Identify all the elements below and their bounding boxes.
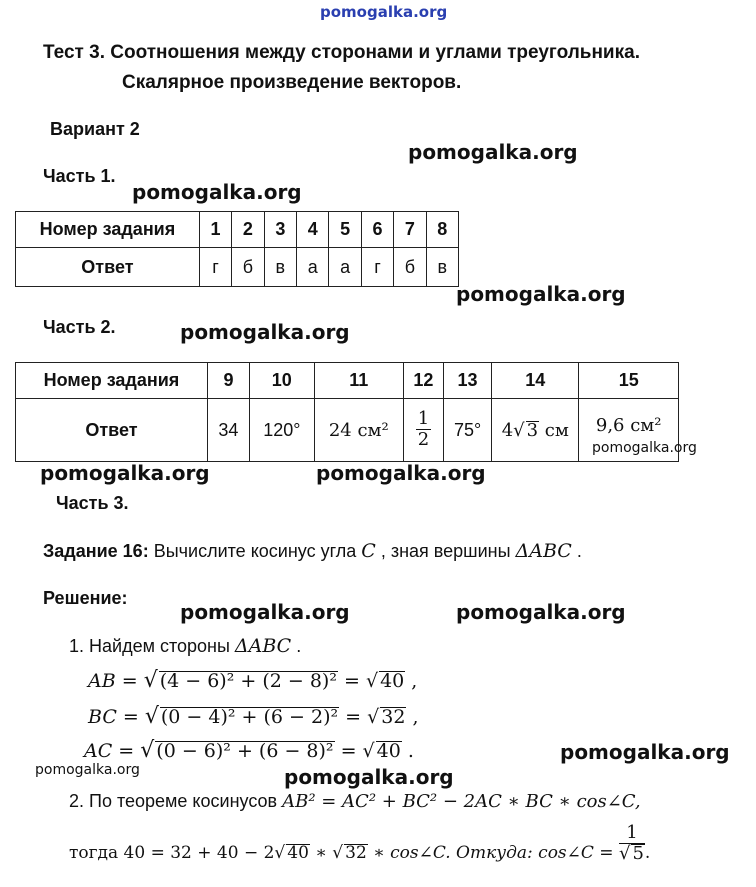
part2-task-number: 9 — [207, 363, 249, 399]
part2-header-answer: Ответ — [16, 399, 208, 462]
step2-formula: AB² = AC² + BC² − 2AC ∗ BC ∗ cos∠C, — [282, 791, 641, 812]
part2-table — [15, 362, 679, 462]
answer-radicand: 3 — [526, 419, 539, 441]
part1-task-number: 8 — [426, 212, 458, 248]
sqrt-sign: √ — [274, 843, 286, 864]
watermark: pomogalka.org — [456, 600, 626, 624]
part1-answer: б — [394, 248, 426, 287]
task16-var: C — [361, 540, 376, 562]
part2-task-number: 12 — [403, 363, 443, 399]
title-line2: Скалярное произведение векторов. — [122, 72, 462, 93]
part2-answer: 9,6 см² — [579, 399, 679, 462]
watermark: pomogalka.org — [592, 440, 697, 456]
sqrt-sign: √ — [362, 740, 375, 762]
sqrt-sign: √ — [143, 668, 158, 693]
task16-statement — [43, 540, 582, 562]
solution-step3 — [69, 823, 650, 864]
part2-task-number: 10 — [249, 363, 314, 399]
answer-unit: см — [539, 419, 569, 441]
task16-end: . — [571, 541, 582, 561]
part1-answer: а — [329, 248, 361, 287]
part1-header-answer: Ответ — [16, 248, 200, 287]
part1-answer: а — [297, 248, 329, 287]
part1-task-number: 4 — [297, 212, 329, 248]
step3-r2: 32 — [345, 843, 367, 864]
part2-heading: Часть 2. — [43, 317, 116, 337]
ab-end: , — [405, 670, 418, 692]
step3-r1: 40 — [287, 843, 309, 864]
answer-coef: 4 — [501, 419, 514, 441]
part2-answer: 75° — [443, 399, 491, 462]
step3-a: тогда 40 = 32 + 40 − 2 — [69, 843, 275, 864]
ac-result: 40 — [376, 740, 401, 762]
bc-eq: = — [339, 706, 368, 728]
fraction-numerator: 1 — [619, 823, 645, 844]
solution-label: Решение: — [43, 588, 128, 608]
ab-result: 40 — [380, 670, 405, 692]
ac-end: . — [401, 740, 414, 762]
part1-answer: г — [199, 248, 231, 287]
equation-ab — [88, 668, 417, 693]
sqrt-sign: √ — [365, 670, 379, 692]
ac-eq: = — [334, 740, 363, 762]
sqrt-sign: √ — [332, 843, 344, 864]
part2-task-number: 11 — [314, 363, 403, 399]
watermark: pomogalka.org — [35, 762, 140, 778]
step3-c: ∗ cos∠C. Откуда: cos∠C = — [367, 843, 619, 864]
task16-text: Вычислите косинус угла — [148, 541, 362, 561]
part2-answer-fraction — [403, 399, 443, 462]
step3-fraction — [619, 823, 645, 864]
step3-b: ∗ — [309, 843, 333, 864]
sqrt-sign: √ — [144, 704, 159, 729]
watermark-top: pomogalka.org — [320, 3, 448, 21]
step1-triangle: ΔABC — [234, 635, 292, 657]
part1-answer: в — [264, 248, 296, 287]
part1-answer: в — [426, 248, 458, 287]
part1-heading: Часть 1. — [43, 166, 116, 186]
watermark: pomogalka.org — [408, 140, 578, 164]
part2-task-number: 13 — [443, 363, 491, 399]
watermark: pomogalka.org — [316, 461, 486, 485]
part1-answer: б — [232, 248, 264, 287]
solution-step2 — [69, 791, 641, 812]
ac-radicand: (0 − 6)² + (6 − 8)² — [156, 740, 334, 762]
ac-lhs: AC = — [84, 740, 141, 762]
bc-radicand: (0 − 4)² + (6 − 2)² — [160, 706, 339, 728]
bc-end: , — [406, 706, 419, 728]
ab-radicand: (4 − 6)² + (2 − 8)² — [159, 670, 337, 692]
ab-lhs: AB = — [88, 670, 144, 692]
watermark: pomogalka.org — [132, 180, 302, 204]
fraction-denominator: 2 — [417, 429, 430, 451]
step1-end: . — [291, 636, 302, 656]
part2-answer: 34 — [207, 399, 249, 462]
part2-task-number: 15 — [579, 363, 679, 399]
step3-den: 5 — [632, 842, 644, 864]
solution-step1 — [69, 635, 301, 657]
variant-label: Вариант 2 — [50, 119, 140, 139]
part1-task-number: 3 — [264, 212, 296, 248]
part1-task-number: 2 — [232, 212, 264, 248]
part2-header-task: Номер задания — [16, 363, 208, 399]
watermark: pomogalka.org — [560, 740, 730, 764]
task16-label: Задание 16: — [43, 541, 149, 561]
watermark: pomogalka.org — [40, 461, 210, 485]
step3-end: . — [644, 843, 651, 864]
step1-text: 1. Найдем стороны — [69, 636, 235, 656]
part1-answer: г — [361, 248, 393, 287]
sqrt-sign: √ — [513, 419, 525, 441]
watermark: pomogalka.org — [180, 600, 350, 624]
bc-lhs: BC = — [88, 706, 145, 728]
watermark: pomogalka.org — [456, 282, 626, 306]
sqrt-sign: √ — [367, 706, 380, 728]
equation-bc — [88, 704, 419, 729]
part1-task-number: 5 — [329, 212, 361, 248]
title-line1: Тест 3. Соотношения между сторонами и углами треугольника. — [43, 42, 640, 63]
part1-header-task: Номер задания — [16, 212, 200, 248]
bc-result: 32 — [381, 706, 406, 728]
task16-text2: , зная вершины — [375, 541, 516, 561]
fraction-denominator — [619, 844, 645, 865]
fraction-numerator: 1 — [417, 408, 430, 430]
part2-answer: 24 см² — [314, 399, 403, 462]
task16-triangle: ΔABC — [515, 540, 572, 562]
sqrt-sign: √ — [140, 738, 155, 763]
equation-ac — [84, 738, 414, 763]
part1-table — [15, 211, 459, 287]
ab-eq: = — [337, 670, 366, 692]
part1-task-number: 6 — [361, 212, 393, 248]
part3-heading: Часть 3. — [56, 493, 129, 513]
watermark: pomogalka.org — [180, 320, 350, 344]
part1-task-number: 7 — [394, 212, 426, 248]
part1-task-number: 1 — [199, 212, 231, 248]
step2-text: 2. По теореме косинусов — [69, 791, 283, 811]
watermark: pomogalka.org — [284, 765, 454, 789]
part2-answer — [492, 399, 579, 462]
part2-task-number: 14 — [492, 363, 579, 399]
sqrt-sign: √ — [618, 842, 631, 864]
part2-answer: 120° — [249, 399, 314, 462]
